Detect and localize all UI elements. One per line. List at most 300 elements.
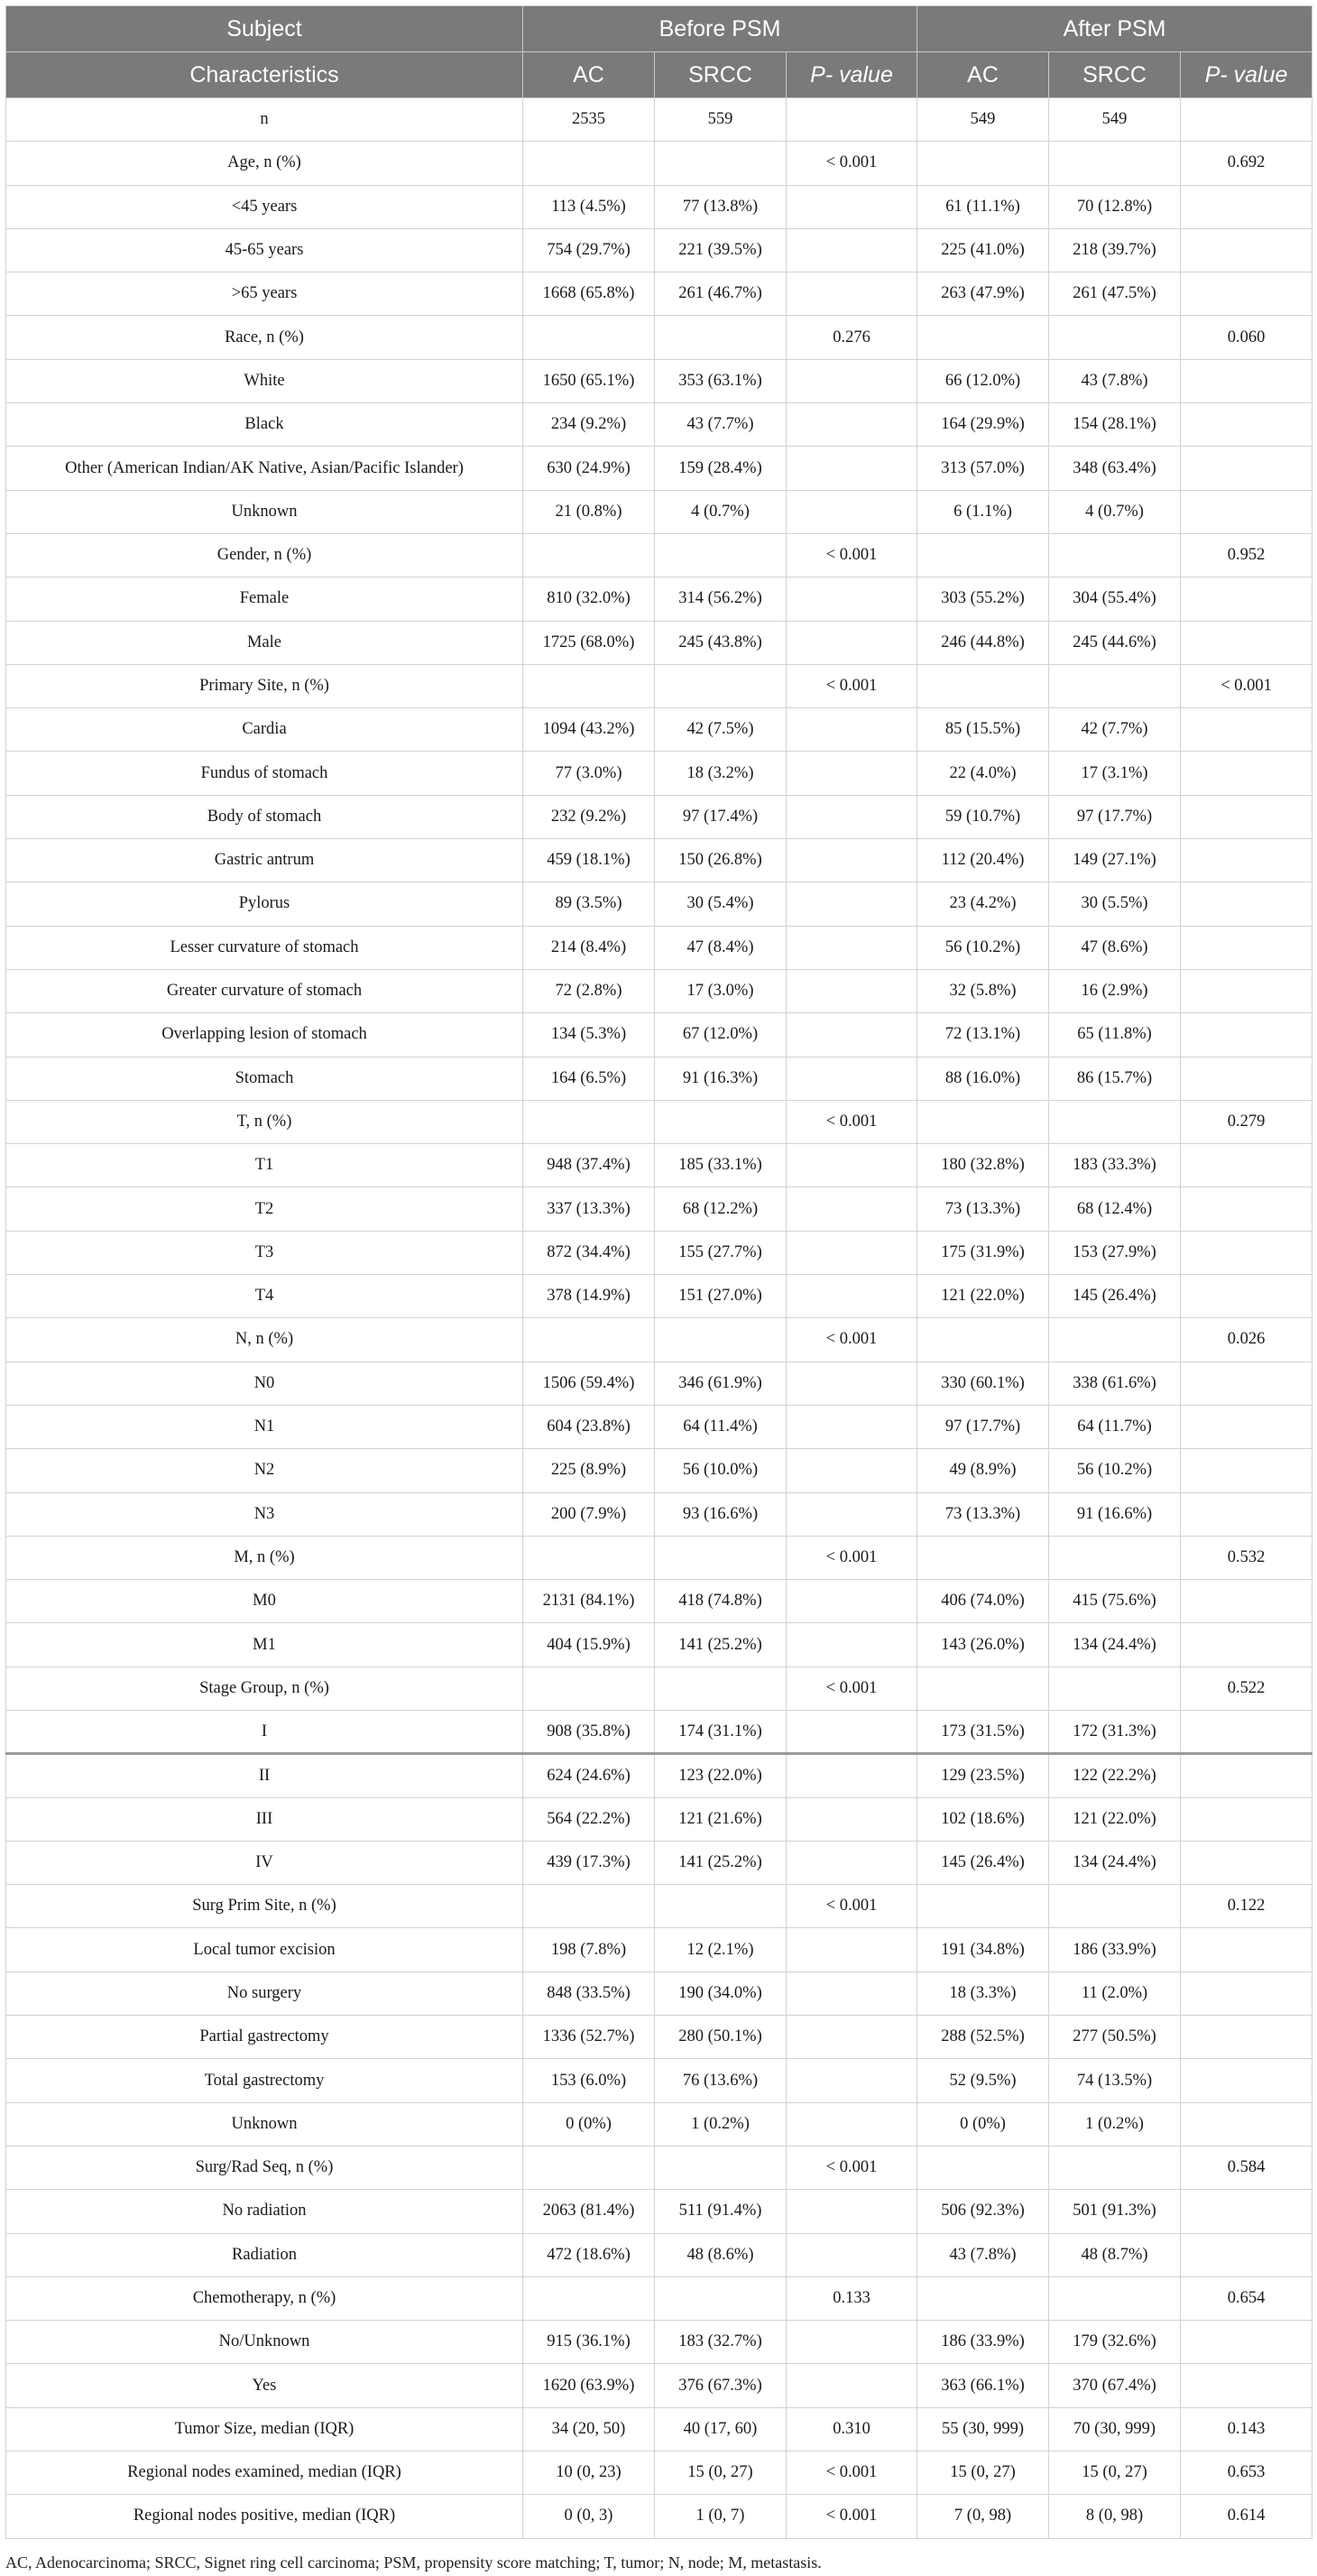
- before-p-value-cell: [787, 1362, 917, 1405]
- after-srcc-cell: 91 (16.6%): [1049, 1492, 1181, 1536]
- before-srcc-cell: 68 (12.2%): [655, 1187, 787, 1231]
- after-p-value-cell: [1181, 2364, 1312, 2407]
- characteristic-cell: Tumor Size, median (IQR): [6, 2407, 523, 2451]
- table-row: [6, 2407, 1312, 2451]
- before-p-value-cell: [787, 1449, 917, 1492]
- characteristic-cell: Race, n (%): [6, 316, 523, 359]
- after-srcc-cell: [1049, 1318, 1181, 1362]
- characteristic-cell: Black: [6, 403, 523, 447]
- characteristic-cell: N3: [6, 1492, 523, 1536]
- before-ac-cell: 915 (36.1%): [523, 2321, 655, 2364]
- table-row: [6, 1536, 1312, 1579]
- before-p-value-cell: < 0.001: [787, 142, 917, 185]
- after-p-value-cell: 0.952: [1181, 533, 1312, 577]
- table-row: [6, 2495, 1312, 2538]
- after-srcc-cell: 172 (31.3%): [1049, 1710, 1181, 1753]
- after-ac-cell: 23 (4.2%): [917, 882, 1049, 926]
- after-p-value-cell: [1181, 1928, 1312, 1971]
- table-row: [6, 1013, 1312, 1057]
- after-p-value-cell: [1181, 1492, 1312, 1536]
- after-p-value-cell: [1181, 272, 1312, 316]
- after-p-value-cell: [1181, 1841, 1312, 1884]
- after-ac-cell: [917, 1536, 1049, 1579]
- after-srcc-cell: 134 (24.4%): [1049, 1841, 1181, 1884]
- after-ac-cell: 6 (1.1%): [917, 490, 1049, 533]
- before-srcc-cell: [655, 1318, 787, 1362]
- before-srcc-cell: [655, 533, 787, 577]
- before-srcc-cell: 30 (5.4%): [655, 882, 787, 926]
- before-ac-cell: 164 (6.5%): [523, 1057, 655, 1100]
- before-ac-cell: 1620 (63.9%): [523, 2364, 655, 2407]
- characteristic-cell: Yes: [6, 2364, 523, 2407]
- after-p-value-cell: [1181, 795, 1312, 838]
- before-srcc-cell: 47 (8.4%): [655, 926, 787, 969]
- table-row: [6, 752, 1312, 795]
- before-srcc-cell: [655, 2276, 787, 2320]
- table-footnote: AC, Adenocarcinoma; SRCC, Signet ring cell carcinoma; PSM, propensity score matching; T, tumor; N, node; M, metastasis.: [5, 2553, 822, 2571]
- after-ac-cell: 506 (92.3%): [917, 2190, 1049, 2233]
- before-srcc-cell: 418 (74.8%): [655, 1580, 787, 1623]
- before-p-value-cell: [787, 752, 917, 795]
- after-srcc-cell: [1049, 664, 1181, 707]
- table-row: [6, 1928, 1312, 1971]
- table-row: [6, 2059, 1312, 2102]
- characteristic-cell: T4: [6, 1275, 523, 1318]
- after-srcc-cell: 245 (44.6%): [1049, 621, 1181, 664]
- before-ac-cell: 34 (20, 50): [523, 2407, 655, 2451]
- table-row: [6, 1405, 1312, 1448]
- before-srcc-cell: 67 (12.0%): [655, 1013, 787, 1057]
- after-p-value-cell: [1181, 2233, 1312, 2276]
- before-ac-cell: 337 (13.3%): [523, 1187, 655, 1231]
- after-ac-cell: 129 (23.5%): [917, 1754, 1049, 1797]
- after-p-value-cell: [1181, 708, 1312, 752]
- table-row: [6, 2233, 1312, 2276]
- before-p-value-cell: [787, 403, 917, 447]
- after-p-value-cell: [1181, 1971, 1312, 2015]
- table-row: [6, 1100, 1312, 1143]
- after-p-value-cell: [1181, 1144, 1312, 1187]
- table-row: [6, 795, 1312, 838]
- before-ac-cell: [523, 1100, 655, 1143]
- after-srcc-cell: 134 (24.4%): [1049, 1623, 1181, 1667]
- after-srcc-cell: 42 (7.7%): [1049, 708, 1181, 752]
- table-row: [6, 1797, 1312, 1841]
- after-ac-cell: 186 (33.9%): [917, 2321, 1049, 2364]
- characteristics-table: [5, 5, 1312, 2539]
- before-p-value-cell: [787, 621, 917, 664]
- before-p-value-cell: [787, 359, 917, 402]
- before-p-value-cell: < 0.001: [787, 1885, 917, 1928]
- before-p-value-cell: [787, 1231, 917, 1274]
- before-ac-cell: 0 (0, 3): [523, 2495, 655, 2538]
- characteristic-cell: Gastric antrum: [6, 839, 523, 882]
- before-p-value-cell: [787, 2364, 917, 2407]
- after-ac-cell: 406 (74.0%): [917, 1580, 1049, 1623]
- before-p-value-cell: < 0.001: [787, 1667, 917, 1710]
- before-ac-cell: [523, 2276, 655, 2320]
- characteristic-cell: Male: [6, 621, 523, 664]
- after-p-value-cell: 0.122: [1181, 1885, 1312, 1928]
- before-ac-cell: 1336 (52.7%): [523, 2016, 655, 2059]
- before-p-value-cell: [787, 1492, 917, 1536]
- after-ac-cell: 143 (26.0%): [917, 1623, 1049, 1667]
- after-p-value-cell: [1181, 185, 1312, 228]
- before-p-value-cell: [787, 2233, 917, 2276]
- table-row: [6, 1623, 1312, 1667]
- after-p-value-cell: 0.584: [1181, 2146, 1312, 2189]
- before-srcc-cell: 97 (17.4%): [655, 795, 787, 838]
- after-srcc-cell: 48 (8.7%): [1049, 2233, 1181, 2276]
- after-srcc-cell: 145 (26.4%): [1049, 1275, 1181, 1318]
- characteristic-cell: N0: [6, 1362, 523, 1405]
- after-p-value-cell: [1181, 1710, 1312, 1753]
- after-ac-cell: 288 (52.5%): [917, 2016, 1049, 2059]
- before-srcc-cell: 190 (34.0%): [655, 1971, 787, 2015]
- table-row: [6, 272, 1312, 316]
- before-p-value-cell: < 0.001: [787, 2146, 917, 2189]
- after-ac-cell: 43 (7.8%): [917, 2233, 1049, 2276]
- after-ac-cell: 72 (13.1%): [917, 1013, 1049, 1057]
- after-srcc-cell: 1 (0.2%): [1049, 2102, 1181, 2146]
- before-p-value-cell: [787, 969, 917, 1012]
- characteristic-cell: Local tumor excision: [6, 1928, 523, 1971]
- before-ac-cell: 459 (18.1%): [523, 839, 655, 882]
- characteristic-cell: Body of stomach: [6, 795, 523, 838]
- after-ac-cell: 191 (34.8%): [917, 1928, 1049, 1971]
- before-ac-cell: 2535: [523, 98, 655, 142]
- after-srcc-cell: 154 (28.1%): [1049, 403, 1181, 447]
- before-ac-cell: [523, 1885, 655, 1928]
- characteristic-cell: No radiation: [6, 2190, 523, 2233]
- characteristic-cell: Primary Site, n (%): [6, 664, 523, 707]
- characteristic-cell: T2: [6, 1187, 523, 1231]
- header-row-2: [6, 52, 1312, 98]
- before-ac-cell: 754 (29.7%): [523, 228, 655, 272]
- before-srcc-cell: 346 (61.9%): [655, 1362, 787, 1405]
- table-row: [6, 2321, 1312, 2364]
- after-p-value-cell: [1181, 577, 1312, 621]
- after-srcc-cell: 15 (0, 27): [1049, 2451, 1181, 2495]
- after-p-value-cell: [1181, 882, 1312, 926]
- characteristic-cell: M1: [6, 1623, 523, 1667]
- after-srcc-cell: 549: [1049, 98, 1181, 142]
- after-p-value-cell: [1181, 1013, 1312, 1057]
- characteristic-cell: III: [6, 1797, 523, 1841]
- after-ac-cell: [917, 2146, 1049, 2189]
- after-p-value-cell: < 0.001: [1181, 664, 1312, 707]
- header-after-psm: After PSM: [917, 6, 1312, 52]
- after-srcc-cell: 70 (12.8%): [1049, 185, 1181, 228]
- header-before-psm: Before PSM: [523, 6, 917, 52]
- characteristic-cell: Pylorus: [6, 882, 523, 926]
- before-p-value-cell: [787, 1187, 917, 1231]
- table-row: [6, 185, 1312, 228]
- table-row: [6, 228, 1312, 272]
- before-srcc-cell: 155 (27.7%): [655, 1231, 787, 1274]
- before-srcc-cell: 56 (10.0%): [655, 1449, 787, 1492]
- before-ac-cell: 624 (24.6%): [523, 1754, 655, 1797]
- after-ac-cell: 173 (31.5%): [917, 1710, 1049, 1753]
- before-p-value-cell: [787, 185, 917, 228]
- after-srcc-cell: 97 (17.7%): [1049, 795, 1181, 838]
- before-srcc-cell: 280 (50.1%): [655, 2016, 787, 2059]
- before-srcc-cell: 511 (91.4%): [655, 2190, 787, 2233]
- after-ac-cell: 18 (3.3%): [917, 1971, 1049, 2015]
- before-p-value-cell: < 0.001: [787, 664, 917, 707]
- after-srcc-cell: 47 (8.6%): [1049, 926, 1181, 969]
- after-ac-cell: [917, 1885, 1049, 1928]
- before-p-value-cell: [787, 2059, 917, 2102]
- before-srcc-cell: 48 (8.6%): [655, 2233, 787, 2276]
- after-p-value-cell: [1181, 403, 1312, 447]
- before-srcc-cell: [655, 1667, 787, 1710]
- before-ac-cell: 908 (35.8%): [523, 1710, 655, 1753]
- after-ac-cell: 263 (47.9%): [917, 272, 1049, 316]
- before-ac-cell: 378 (14.9%): [523, 1275, 655, 1318]
- before-ac-cell: 134 (5.3%): [523, 1013, 655, 1057]
- before-p-value-cell: < 0.001: [787, 2451, 917, 2495]
- before-srcc-cell: 141 (25.2%): [655, 1623, 787, 1667]
- table-row: [6, 1710, 1312, 1753]
- table-row: [6, 926, 1312, 969]
- before-p-value-cell: [787, 839, 917, 882]
- characteristic-cell: Cardia: [6, 708, 523, 752]
- after-srcc-cell: 153 (27.9%): [1049, 1231, 1181, 1274]
- before-ac-cell: 564 (22.2%): [523, 1797, 655, 1841]
- after-ac-cell: 121 (22.0%): [917, 1275, 1049, 1318]
- after-ac-cell: 55 (30, 999): [917, 2407, 1049, 2451]
- after-p-value-cell: [1181, 490, 1312, 533]
- before-p-value-cell: [787, 98, 917, 142]
- characteristic-cell: Partial gastrectomy: [6, 2016, 523, 2059]
- before-p-value-cell: [787, 1971, 917, 2015]
- characteristic-cell: >65 years: [6, 272, 523, 316]
- table-row: [6, 1449, 1312, 1492]
- before-p-value-cell: 0.133: [787, 2276, 917, 2320]
- after-srcc-cell: 16 (2.9%): [1049, 969, 1181, 1012]
- after-p-value-cell: [1181, 98, 1312, 142]
- after-p-value-cell: [1181, 1797, 1312, 1841]
- characteristic-cell: Stomach: [6, 1057, 523, 1100]
- table-row: [6, 2102, 1312, 2146]
- after-srcc-cell: 370 (67.4%): [1049, 2364, 1181, 2407]
- after-p-value-cell: [1181, 1187, 1312, 1231]
- after-srcc-cell: [1049, 2276, 1181, 2320]
- before-srcc-cell: 183 (32.7%): [655, 2321, 787, 2364]
- table-row: [6, 708, 1312, 752]
- before-srcc-cell: 261 (46.7%): [655, 272, 787, 316]
- before-p-value-cell: [787, 1275, 917, 1318]
- after-srcc-cell: 121 (22.0%): [1049, 1797, 1181, 1841]
- table-row: [6, 1492, 1312, 1536]
- after-srcc-cell: 415 (75.6%): [1049, 1580, 1181, 1623]
- before-ac-cell: [523, 316, 655, 359]
- before-ac-cell: 89 (3.5%): [523, 882, 655, 926]
- after-ac-cell: 145 (26.4%): [917, 1841, 1049, 1884]
- after-p-value-cell: [1181, 1275, 1312, 1318]
- after-p-value-cell: 0.692: [1181, 142, 1312, 185]
- characteristic-cell: Total gastrectomy: [6, 2059, 523, 2102]
- after-srcc-cell: 277 (50.5%): [1049, 2016, 1181, 2059]
- before-ac-cell: 1668 (65.8%): [523, 272, 655, 316]
- after-p-value-cell: [1181, 359, 1312, 402]
- before-ac-cell: 214 (8.4%): [523, 926, 655, 969]
- before-p-value-cell: 0.276: [787, 316, 917, 359]
- before-srcc-cell: 141 (25.2%): [655, 1841, 787, 1884]
- before-p-value-cell: < 0.001: [787, 1100, 917, 1143]
- table-row: [6, 2016, 1312, 2059]
- characteristic-cell: Radiation: [6, 2233, 523, 2276]
- characteristic-cell: T1: [6, 1144, 523, 1187]
- after-ac-cell: 102 (18.6%): [917, 1797, 1049, 1841]
- after-ac-cell: 73 (13.3%): [917, 1492, 1049, 1536]
- before-srcc-cell: 77 (13.8%): [655, 185, 787, 228]
- header-before-srcc: SRCC: [655, 52, 787, 98]
- before-srcc-cell: 17 (3.0%): [655, 969, 787, 1012]
- table-row: [6, 577, 1312, 621]
- after-srcc-cell: 122 (22.2%): [1049, 1754, 1181, 1797]
- before-ac-cell: 232 (9.2%): [523, 795, 655, 838]
- characteristic-cell: Overlapping lesion of stomach: [6, 1013, 523, 1057]
- after-ac-cell: 175 (31.9%): [917, 1231, 1049, 1274]
- after-ac-cell: 88 (16.0%): [917, 1057, 1049, 1100]
- before-ac-cell: 1650 (65.1%): [523, 359, 655, 402]
- before-p-value-cell: [787, 272, 917, 316]
- table-row: [6, 1057, 1312, 1100]
- header-characteristics: Characteristics: [6, 52, 523, 98]
- before-p-value-cell: [787, 1013, 917, 1057]
- before-ac-cell: 404 (15.9%): [523, 1623, 655, 1667]
- table-body: [6, 98, 1312, 2539]
- before-p-value-cell: [787, 577, 917, 621]
- before-srcc-cell: 376 (67.3%): [655, 2364, 787, 2407]
- characteristic-cell: Female: [6, 577, 523, 621]
- before-srcc-cell: 151 (27.0%): [655, 1275, 787, 1318]
- after-p-value-cell: [1181, 1057, 1312, 1100]
- before-p-value-cell: [787, 795, 917, 838]
- before-srcc-cell: 185 (33.1%): [655, 1144, 787, 1187]
- table-row: [6, 1885, 1312, 1928]
- before-ac-cell: [523, 1318, 655, 1362]
- characteristic-cell: Surg/Rad Seq, n (%): [6, 2146, 523, 2189]
- table-row: [6, 2190, 1312, 2233]
- before-srcc-cell: [655, 316, 787, 359]
- after-ac-cell: 112 (20.4%): [917, 839, 1049, 882]
- after-p-value-cell: 0.653: [1181, 2451, 1312, 2495]
- after-p-value-cell: 0.060: [1181, 316, 1312, 359]
- before-ac-cell: 2063 (81.4%): [523, 2190, 655, 2233]
- before-p-value-cell: [787, 228, 917, 272]
- after-ac-cell: 49 (8.9%): [917, 1449, 1049, 1492]
- before-srcc-cell: 353 (63.1%): [655, 359, 787, 402]
- before-p-value-cell: [787, 708, 917, 752]
- characteristic-cell: <45 years: [6, 185, 523, 228]
- before-ac-cell: 810 (32.0%): [523, 577, 655, 621]
- before-ac-cell: 234 (9.2%): [523, 403, 655, 447]
- characteristic-cell: Regional nodes positive, median (IQR): [6, 2495, 523, 2538]
- before-p-value-cell: [787, 1623, 917, 1667]
- after-srcc-cell: [1049, 1536, 1181, 1579]
- after-ac-cell: 313 (57.0%): [917, 447, 1049, 490]
- characteristic-cell: M0: [6, 1580, 523, 1623]
- after-ac-cell: 15 (0, 27): [917, 2451, 1049, 2495]
- after-ac-cell: 61 (11.1%): [917, 185, 1049, 228]
- before-ac-cell: 872 (34.4%): [523, 1231, 655, 1274]
- table-row: [6, 2364, 1312, 2407]
- header-row-1: [6, 6, 1312, 52]
- after-p-value-cell: [1181, 1623, 1312, 1667]
- characteristic-cell: N1: [6, 1405, 523, 1448]
- before-srcc-cell: 159 (28.4%): [655, 447, 787, 490]
- before-srcc-cell: 150 (26.8%): [655, 839, 787, 882]
- characteristic-cell: No/Unknown: [6, 2321, 523, 2364]
- table-row: [6, 969, 1312, 1012]
- after-srcc-cell: [1049, 1100, 1181, 1143]
- after-srcc-cell: 65 (11.8%): [1049, 1013, 1181, 1057]
- table-row: [6, 403, 1312, 447]
- table-row: [6, 359, 1312, 402]
- table-header: [6, 6, 1312, 98]
- before-ac-cell: 0 (0%): [523, 2102, 655, 2146]
- after-srcc-cell: 43 (7.8%): [1049, 359, 1181, 402]
- characteristic-cell: Chemotherapy, n (%): [6, 2276, 523, 2320]
- before-ac-cell: 21 (0.8%): [523, 490, 655, 533]
- before-srcc-cell: 245 (43.8%): [655, 621, 787, 664]
- before-ac-cell: 472 (18.6%): [523, 2233, 655, 2276]
- before-srcc-cell: [655, 1100, 787, 1143]
- table-row: [6, 1318, 1312, 1362]
- characteristic-cell: Regional nodes examined, median (IQR): [6, 2451, 523, 2495]
- characteristic-cell: Fundus of stomach: [6, 752, 523, 795]
- after-ac-cell: 0 (0%): [917, 2102, 1049, 2146]
- before-srcc-cell: 221 (39.5%): [655, 228, 787, 272]
- before-p-value-cell: [787, 490, 917, 533]
- after-srcc-cell: 261 (47.5%): [1049, 272, 1181, 316]
- before-srcc-cell: 91 (16.3%): [655, 1057, 787, 1100]
- header-before-ac: AC: [523, 52, 655, 98]
- after-ac-cell: [917, 664, 1049, 707]
- after-ac-cell: [917, 1667, 1049, 1710]
- after-p-value-cell: [1181, 969, 1312, 1012]
- after-srcc-cell: 186 (33.9%): [1049, 1928, 1181, 1971]
- header-after-p-value-text: P- value: [1204, 61, 1288, 88]
- characteristic-cell: Greater curvature of stomach: [6, 969, 523, 1012]
- after-p-value-cell: [1181, 2321, 1312, 2364]
- table-row: [6, 621, 1312, 664]
- after-srcc-cell: 501 (91.3%): [1049, 2190, 1181, 2233]
- after-ac-cell: 330 (60.1%): [917, 1362, 1049, 1405]
- before-srcc-cell: 1 (0.2%): [655, 2102, 787, 2146]
- before-ac-cell: 113 (4.5%): [523, 185, 655, 228]
- after-p-value-cell: [1181, 926, 1312, 969]
- before-srcc-cell: 4 (0.7%): [655, 490, 787, 533]
- characteristic-cell: Unknown: [6, 2102, 523, 2146]
- after-srcc-cell: 304 (55.4%): [1049, 577, 1181, 621]
- before-srcc-cell: 42 (7.5%): [655, 708, 787, 752]
- table-row: [6, 664, 1312, 707]
- characteristic-cell: II: [6, 1754, 523, 1797]
- before-ac-cell: 10 (0, 23): [523, 2451, 655, 2495]
- after-ac-cell: 180 (32.8%): [917, 1144, 1049, 1187]
- characteristic-cell: T3: [6, 1231, 523, 1274]
- table-row: [6, 1187, 1312, 1231]
- after-p-value-cell: 0.532: [1181, 1536, 1312, 1579]
- before-ac-cell: 439 (17.3%): [523, 1841, 655, 1884]
- before-p-value-cell: [787, 1144, 917, 1187]
- characteristic-cell: N2: [6, 1449, 523, 1492]
- before-srcc-cell: [655, 1536, 787, 1579]
